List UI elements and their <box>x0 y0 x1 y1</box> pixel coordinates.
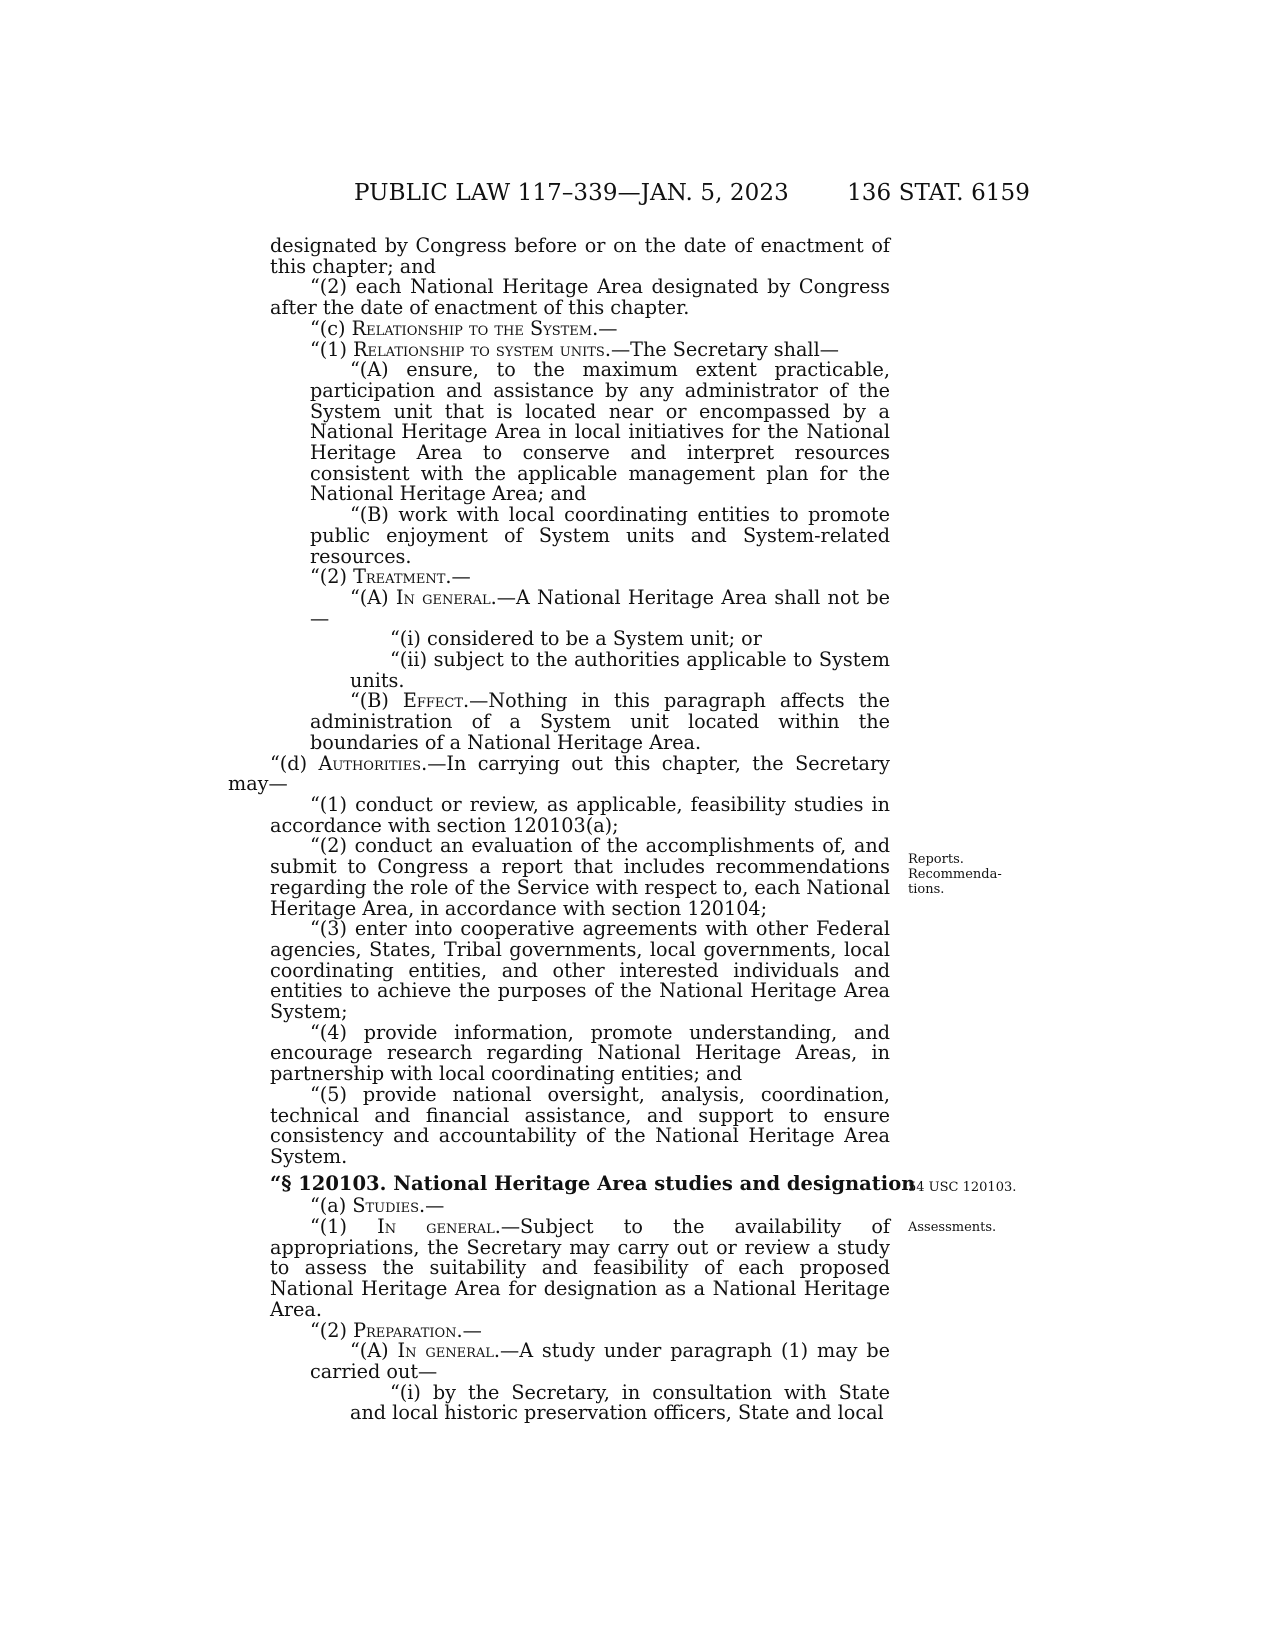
section-heading: “§ 120103. National Heritage Area studies and designation <box>270 1171 916 1195</box>
paragraph: “(i) by the Secretary, in consultation with State and local historic preservation officers, State and local <box>350 1380 890 1425</box>
paragraph-heading: “(A) In general.—A study under paragraph (1) may be carried out— <box>310 1339 890 1383</box>
paragraph-heading: “(B) Effect.—Nothing in this paragraph affects the administration of a System unit located within the boundaries of a National Heritage Area. <box>310 689 891 754</box>
page-header <box>260 180 1030 216</box>
paragraph: “(ii) subject to the authorities applicable to System units. <box>350 648 890 692</box>
paragraph: designated by Congress before or on the date of enactment of this chapter; and <box>270 234 890 278</box>
subsection-heading: “(a) Studies.— <box>310 1194 445 1218</box>
paragraph-heading: “(1) In general.—Subject to the availability of appropriations, the Secretary may carry out or review a study to assess the suitability and feasibility of each proposed National Heritage Area for designation as a National Heritage Area. <box>270 1215 891 1321</box>
margin-note-assessments: Assessments. <box>908 1220 997 1235</box>
subsection-heading: “(c) Relationship to the System.— <box>310 316 618 340</box>
paragraph: “(2) each National Heritage Area designated by Congress after the date of enactment of this chapter. <box>270 275 890 320</box>
paragraph-heading: “(A) In general.—A National Heritage Area shall not be— <box>310 585 890 630</box>
paragraph: “(1) conduct or review, as applicable, feasibility studies in accordance with section 120103(a); <box>270 792 890 837</box>
subsection-heading: “(d) Authorities.—In carrying out this chapter, the Secretary may— <box>228 751 890 796</box>
paragraph-heading: “(1) Relationship to system units.—The Secretary shall— <box>310 337 839 361</box>
paragraph: “(5) provide national oversight, analysis, coordination, technical and financial assistance, and support to ensure consistency and accountability of the National Heritage Area System. <box>270 1082 890 1168</box>
paragraph: “(A) ensure, to the maximum extent practicable, participation and assistance by any administrator of the System unit that is located near or encompassed by a National Heritage Area in local initiatives for the National Heritage Area to conserve and interpret resources consistent with the applicable management plan for the National Heritage Area; and <box>310 358 890 506</box>
paragraph: “(i) considered to be a System unit; or <box>390 627 762 651</box>
paragraph-heading: “(2) Preparation.— <box>310 1318 482 1342</box>
paragraph: “(3) enter into cooperative agreements with other Federal agencies, States, Tribal governments, local governments, local coordinating entities, and other interested individuals and entities to achieve the purposes of the National Heritage Area System; <box>270 917 890 1024</box>
paragraph-heading: “(2) Treatment.— <box>310 565 471 589</box>
body-text <box>228 234 916 1425</box>
margin-note-reports: Reports. Recommenda- tions. <box>908 852 1002 897</box>
paragraph: “(2) conduct an evaluation of the accomplishments of, and submit to Congress a report that includes recommendations regarding the role of the Service with respect to, each National Heritage Area, in accordance with section 120104; <box>270 834 890 920</box>
margin-note-usc: 54 USC 120103. <box>908 1180 1017 1195</box>
statute-page-number: 136 STAT. 6159 <box>847 180 1030 206</box>
paragraph: “(B) work with local coordinating entities to promote public enjoyment of System units and System-related resources. <box>310 503 890 568</box>
paragraph: “(4) provide information, promote understanding, and encourage research regarding National Heritage Areas, in partnership with local coordinating entities; and <box>270 1020 890 1086</box>
running-title: PUBLIC LAW 117–339—JAN. 5, 2023 <box>354 180 789 206</box>
